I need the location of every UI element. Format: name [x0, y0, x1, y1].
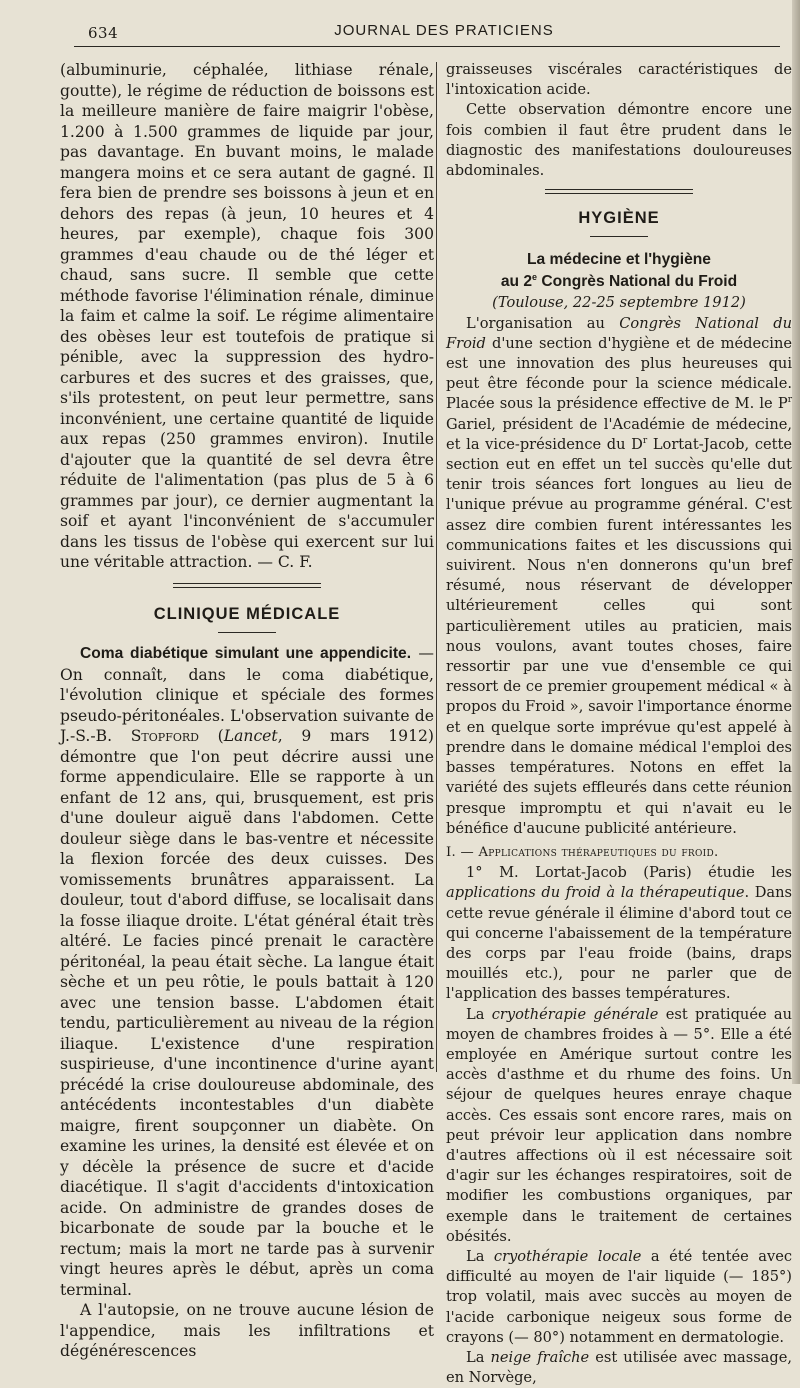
general-cryo-term: cryothérapie générale: [491, 1005, 659, 1023]
header-rule: [74, 46, 780, 47]
congress-paragraph: [446, 314, 792, 839]
section-double-rule: [173, 583, 321, 588]
hygiene-article-title-line2: [446, 271, 792, 293]
professor-superscript: r: [787, 395, 792, 406]
section-short-rule: [218, 632, 276, 633]
snow-term: neige fraîche: [490, 1348, 590, 1366]
lortat-text-b: . Dans cette revue générale il élimine d'abord tout ce qui concerne l'abaissement de la température des corps par l'eau froide (bains, draps mouillés etc.), pour ne parler que de l'application des basses températures.: [446, 884, 792, 1003]
congress-text-b: d'une section d'hygiène et de médecine est une innovation des plus heureuses qui peut être féconde pour la science médicale. Placée sous la présidence effective de M. le P: [446, 334, 792, 413]
coma-source-open: (: [198, 727, 224, 745]
coma-article-paragraph: [60, 643, 434, 1300]
doctor-superscript: r: [642, 435, 648, 446]
title-line2-end: Congrès National du Froid: [537, 273, 738, 291]
section-double-rule-hygiene: [545, 189, 693, 194]
hygiene-article-title-line1: La médecine et l'hygiène: [527, 251, 711, 269]
general-cryo-text-b: est pratiquée au moyen de chambres froides à — 5°. Elle a été employée en Amérique surtout contre les accès d'asthme et du rhume des foins. Un séjour de quelques heures enraye chaque accès. Ces essais sont encore rares, mais on peut prévoir leur application dans nombre d'autres affections où il est nécessaire soit d'agir sur les échanges respiratoires, soit de modifier les combustions organiques, par exemple dans le traitement de certaines obésités.: [446, 1005, 792, 1245]
title-superscript: e: [532, 272, 538, 283]
lortat-jacob-paragraph: [446, 863, 792, 1004]
lortat-topic: applications du froid à la thérapeutique: [446, 884, 745, 902]
local-cryo-text-b: a été tentée avec difficulté au moyen de l'air liquide (— 185°) trop volatil, mais avec succès au moyen de l'acide carbonique neigeux sous forme de crayons (— 80°) notamment en dermatologie.: [446, 1247, 793, 1346]
column-separator: [436, 62, 437, 1072]
congress-text-d: Lortat-Jacob, cette section eut en effet un tel succès qu'elle dut tenir trois séances fort longues au lieu de l'unique prévue au programme général. C'est assez dire combien furent intéressantes les communications faites et les discussions qui suivirent. Nous n'en donnerons qu'un bref résumé, nous réservant de développer ultérieurement celles qui sont particulièrement utiles au praticien, mais nous voulons, avant toutes choses, faire ressortir par une vue d'ensemble ce qui ressort de ce premier groupement médical « à propos du Froid », savoir l'importance énorme et en quelque sorte imprévue qu'est appelé à prendre dans le domaine médical l'emploi des basses températures. Notons en effet la variété des sujets effleurés dans cette réunion presque impromptu et qui n'avait eu le bénéfice d'aucune publicité antérieure.: [446, 435, 792, 837]
subheading-text: Applications thérapeutiques du froid.: [478, 844, 719, 860]
section-title-clinique: CLINIQUE MÉDICALE: [153, 604, 341, 623]
subheading-number: I. —: [446, 844, 479, 860]
continuation-paragraph: graisseuses viscérales caractéristiques de l'intoxication acide.: [446, 61, 792, 99]
congress-text-c: Gariel, président de l'Académie de médecine, et la vice-présidence du D: [446, 415, 792, 453]
local-cryotherapy-paragraph: [446, 1247, 792, 1348]
coma-article-lead: — On connaît, dans le coma diabétique, l'évolution clinique et spéciale des formes pseudo-péritonéales. L'observation suivante de J.-S.-B.: [60, 644, 434, 745]
page-number: 634: [88, 24, 119, 42]
therapeutic-subheading: [446, 843, 792, 863]
local-cryo-text-a: La: [466, 1247, 494, 1265]
autopsy-paragraph: A l'autopsie, on ne trouve aucune lésion de l'appendice, mais les infiltrations et dégénérescences: [60, 1301, 434, 1360]
left-column: [60, 60, 434, 1362]
page-edge-shadow: [792, 0, 800, 1084]
conclusion-paragraph: Cette observation démontre encore une fois combien il faut être prudent dans le diagnostic des manifestations douloureuses abdominales.: [446, 101, 792, 180]
section-title-hygiene: HYGIÈNE: [578, 209, 660, 228]
general-cryotherapy-paragraph: [446, 1005, 792, 1247]
general-cryo-text-a: La: [466, 1005, 492, 1023]
coma-source-journal: Lancet: [223, 727, 278, 745]
congress-dateline: (Toulouse, 22-25 septembre 1912): [492, 294, 746, 312]
coma-article-author: Stopford: [130, 727, 199, 745]
coma-article-title: Coma diabétique simulant une appendicite.: [80, 645, 412, 662]
section-short-rule-hygiene: [590, 236, 648, 237]
lortat-text-a: 1° M. Lortat-Jacob (Paris) étudie les: [466, 864, 792, 882]
fresh-snow-paragraph: [446, 1348, 792, 1388]
local-cryo-term: cryothérapie locale: [493, 1247, 642, 1265]
congress-text-a: L'organisation au: [466, 314, 620, 332]
page-header: [0, 0, 800, 46]
snow-text-b: est utilisée avec massage, en Norvège,: [446, 1348, 792, 1387]
snow-text-a: La: [466, 1348, 491, 1366]
obesity-paragraph: (albuminurie, céphalée, lithiase rénale, goutte), le régime de réduction de boissons est la meilleure manière de faire maigrir l'obèse, 1.200 à 1.500 grammes de liquide par jour, pas davantage. En buvant moins, le malade mangera moins et ce sera autant de gagné. Il fera bien de prendre ses boissons à jeun et en dehors des repas (à jeun, 10 heures et 4 heures, par exemple), chaque fois 300 grammes d'eau chaude ou de thé léger et chaud, sans sucre. Il semble que cette méthode favorise l'élimination rénale, diminue la faim et calme la soif. Le régime alimentaire des obèses leur est toutefois de pratique si pénible, avec la suppression des hydro-carbures et des sucres et des graisses, que, s'ils protestent, on peut leur permettre, sans inconvénient, une certaine quantité de liquide aux repas (250 grammes environ). Inutile d'ajouter que la quantité de sel devra être réduite de l'alimentation (pas plus de 5 à 6 grammes par jour), ce dernier augmentant la soif et ayant l'inconvénient de s'accumuler dans les tissus de l'obèse qui exercent sur lui une véritable attraction. — C. F.: [60, 61, 434, 571]
title-line2-start: au 2: [500, 273, 533, 291]
running-title: JOURNAL DES PRATICIENS: [334, 22, 554, 39]
coma-article-body: , 9 mars 1912) démontre que l'on peut décrire aussi une forme appendiculaire. Elle se rapporte à un enfant de 12 ans, qui, brusquement, est pris d'une douleur aiguë dans l'abdomen. Cette douleur siège dans le bas-ventre et nécessite la flexion forcée des deux cuisses. Des vomissements brunâtres apparaissent. La douleur, tout d'abord diffuse, se localisait dans la fosse iliaque droite. L'état général était très altéré. Le facies pincé prenait le caractère péritonéal, la peau était sèche. La langue était sèche et un peu rôtie, le pouls battait à 120 avec une tension basse. L'abdomen était tendu, particulièrement au niveau de la région iliaque. L'existence d'une respiration suspirieuse, d'une incontinence d'urine ayant précédé la crise douloureuse abdominale, des antécédents incontestables d'un diabète maigre, firent soupçonner un diabète. On examine les urines, la densité est élevée et on y décèle la présence de sucre et d'acide diacétique. Il s'agit d'accidents d'intoxication acide. On administre de grandes doses de bicarbonate de soude par la bouche et le rectum; mais la mort ne tarde pas à survenir vingt heures après le début, après un coma terminal.: [60, 727, 434, 1299]
congress-name: Congrès National du Froid: [446, 314, 793, 352]
right-column: [446, 60, 792, 1388]
